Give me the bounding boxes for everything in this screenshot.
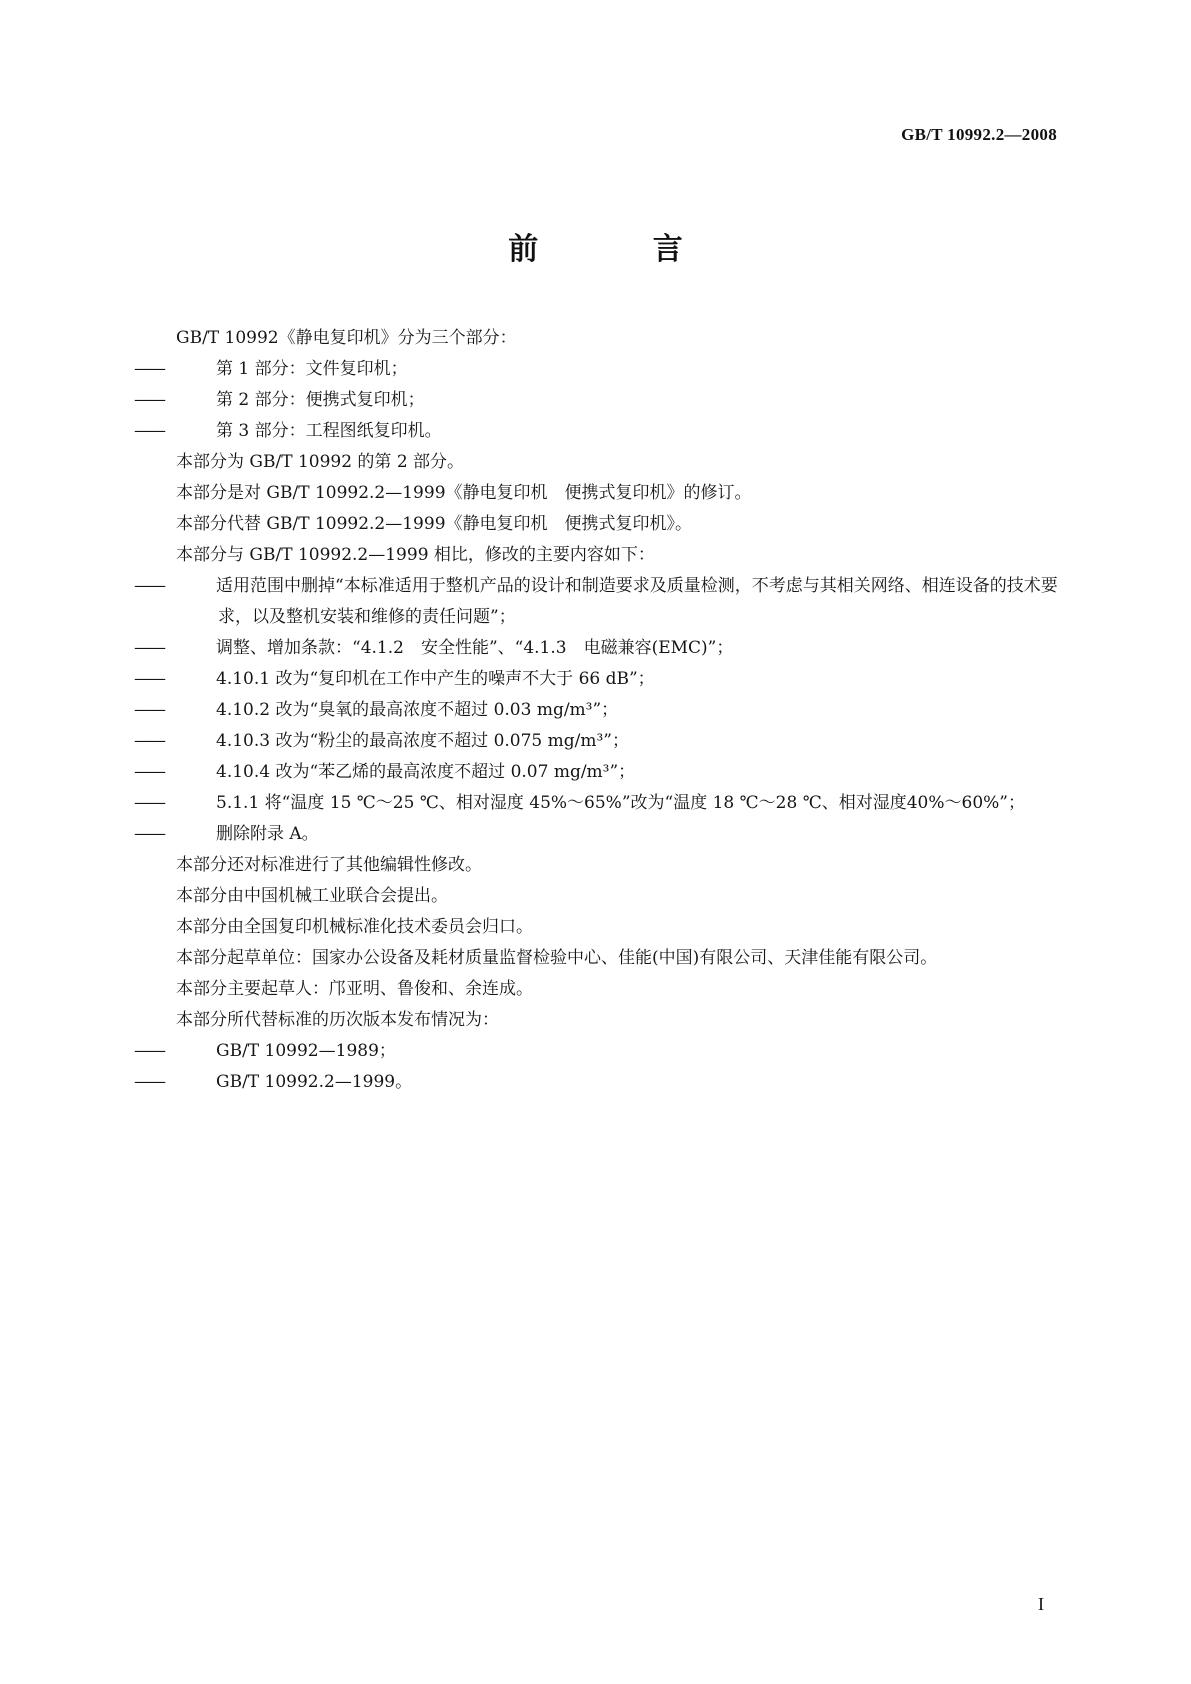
dash-marker: —— xyxy=(134,390,164,410)
preface-body xyxy=(134,323,1066,1098)
dash-marker: —— xyxy=(134,762,164,782)
page-number: I xyxy=(1038,1594,1044,1614)
list-item xyxy=(134,354,1066,385)
line-text: GB/T 10992.2—1999。 xyxy=(216,1072,413,1092)
line-text: 第 1 部分：文件复印机； xyxy=(216,359,408,379)
line-text: 第 2 部分：便携式复印机； xyxy=(216,390,425,410)
list-item xyxy=(134,819,1066,850)
list-item xyxy=(134,726,1066,757)
line-text: 4.10.1 改为“复印机在工作中产生的噪声不大于 66 dB”； xyxy=(216,669,655,689)
dash-marker: —— xyxy=(134,359,164,379)
line-text: 本部分起草单位：国家办公设备及耗材质量监督检验中心、佳能(中国)有限公司、天津佳能有限公司。 xyxy=(176,948,938,968)
list-item xyxy=(134,633,1066,664)
dash-marker: —— xyxy=(134,793,164,813)
line-text: 第 3 部分：工程图纸复印机。 xyxy=(216,421,442,441)
dash-marker: —— xyxy=(134,824,164,844)
line-text: 4.10.4 改为“苯乙烯的最高浓度不超过 0.07 mg/m³”； xyxy=(216,762,636,782)
line-text: 本部分为 GB/T 10992 的第 2 部分。 xyxy=(176,452,465,472)
line-text: 本部分还对标准进行了其他编辑性修改。 xyxy=(176,855,482,875)
dash-marker: —— xyxy=(134,1072,164,1092)
line-text: 适用范围中删掉“本标准适用于整机产品的设计和制造要求及质量检测，不考虑与其相关网络、相连设备的技术要求，以及整机安装和维修的责任问题”； xyxy=(216,576,1058,627)
line-text: 本部分主要起草人：邝亚明、鲁俊和、余连成。 xyxy=(176,979,533,999)
paragraph-line xyxy=(176,323,1066,354)
paragraph-line xyxy=(176,974,1066,1005)
line-text: 5.1.1 将“温度 15 ℃～25 ℃、相对湿度 45%～65%”改为“温度 18 ℃～28 ℃、相对湿度40%～60%”； xyxy=(216,793,1025,813)
line-text: GB/T 10992—1989； xyxy=(216,1041,396,1061)
paragraph-line xyxy=(176,509,1066,540)
dash-marker: —— xyxy=(134,421,164,441)
paragraph-line xyxy=(176,478,1066,509)
paragraph-line xyxy=(176,540,1066,571)
paragraph-line xyxy=(176,447,1066,478)
dash-marker: —— xyxy=(134,731,164,751)
list-item xyxy=(134,788,1066,819)
dash-marker: —— xyxy=(134,576,164,596)
standard-number: GB/T 10992.2—2008 xyxy=(901,125,1057,144)
paragraph-line xyxy=(176,1005,1066,1036)
list-item xyxy=(134,1036,1066,1067)
paragraph-line xyxy=(176,912,1066,943)
line-text: 本部分是对 GB/T 10992.2—1999《静电复印机 便携式复印机》的修订。 xyxy=(176,483,752,503)
dash-marker: —— xyxy=(134,669,164,689)
line-text: 本部分所代替标准的历次版本发布情况为： xyxy=(176,1010,499,1030)
line-text: 本部分代替 GB/T 10992.2—1999《静电复印机 便携式复印机》。 xyxy=(176,514,693,534)
list-item xyxy=(134,1067,1066,1098)
paragraph-line xyxy=(176,943,1066,974)
list-item xyxy=(134,416,1066,447)
list-item xyxy=(134,695,1066,726)
page-title: 前 言 xyxy=(508,232,735,267)
dash-marker: —— xyxy=(134,700,164,720)
paragraph-line xyxy=(176,850,1066,881)
line-text: 本部分由全国复印机械标准化技术委员会归口。 xyxy=(176,917,533,937)
list-item xyxy=(134,385,1066,416)
dash-marker: —— xyxy=(134,638,164,658)
line-text: 本部分与 GB/T 10992.2—1999 相比，修改的主要内容如下： xyxy=(176,545,655,565)
line-text: 4.10.2 改为“臭氧的最高浓度不超过 0.03 mg/m³”； xyxy=(216,700,619,720)
line-text: 4.10.3 改为“粉尘的最高浓度不超过 0.075 mg/m³”； xyxy=(216,731,629,751)
line-text: 本部分由中国机械工业联合会提出。 xyxy=(176,886,448,906)
line-text: 删除附录 A。 xyxy=(216,824,319,844)
paragraph-line xyxy=(176,881,1066,912)
line-text: 调整、增加条款：“4.1.2 安全性能”、“4.1.3 电磁兼容(EMC)”； xyxy=(216,638,734,658)
list-item xyxy=(134,757,1066,788)
list-item xyxy=(134,571,1066,633)
dash-marker: —— xyxy=(134,1041,164,1061)
list-item xyxy=(134,664,1066,695)
line-text: GB/T 10992《静电复印机》分为三个部分： xyxy=(176,328,517,348)
